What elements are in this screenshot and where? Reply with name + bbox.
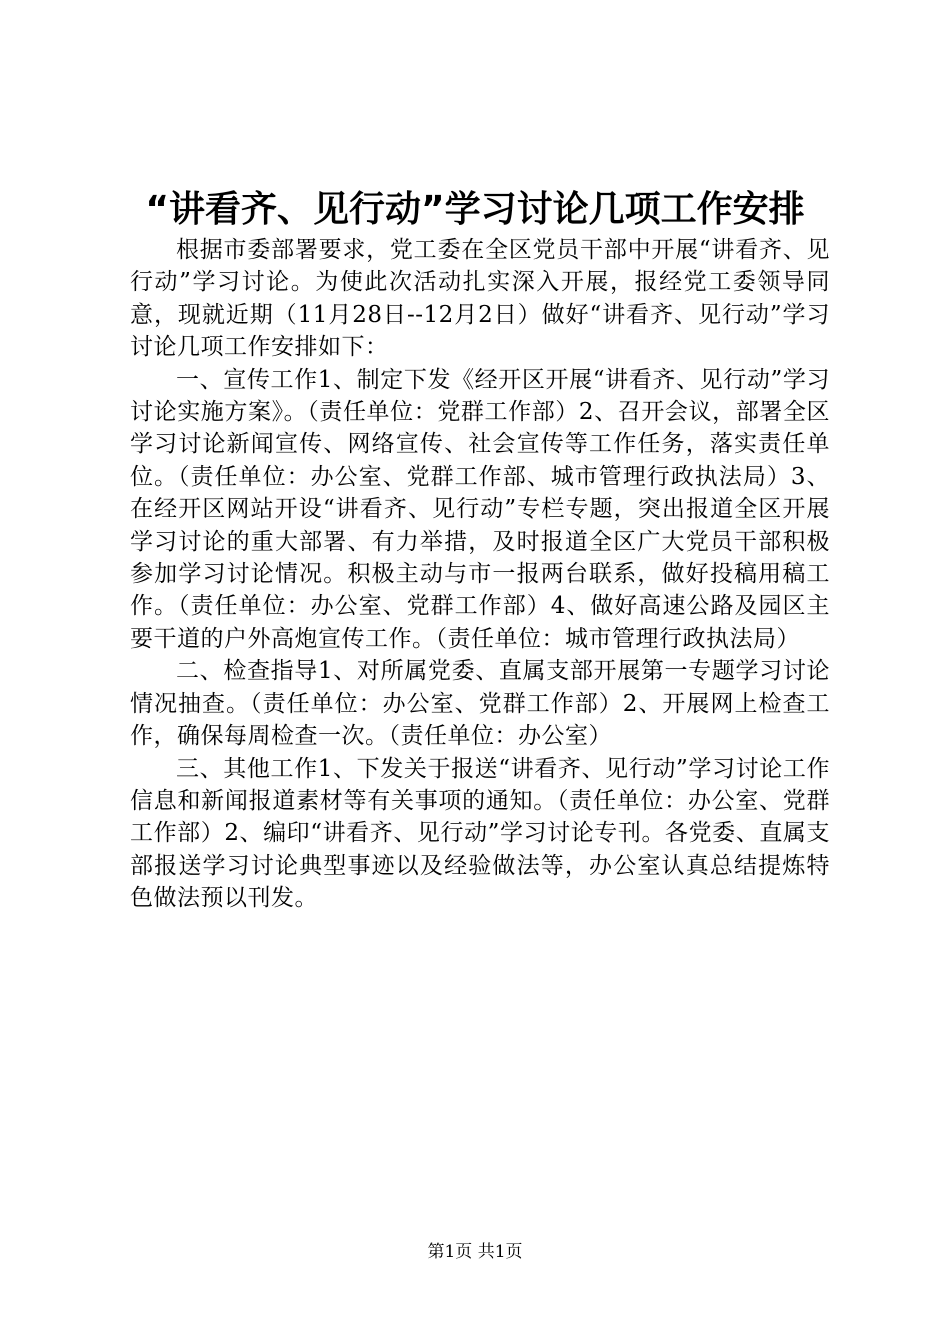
page-number-footer: 第1页 共1页 (427, 1242, 523, 1262)
paragraph-intro: 根据市委部署要求，党工委在全区党员干部中开展“讲看齐、见行动”学习讨论。为使此次活动扎实深入开展，报经党工委领导同意，现就近期（11月28日--12月2日）做好“讲看齐、见行动”学习讨论几项工作安排如下： (130, 237, 830, 361)
document-body (130, 234, 830, 915)
paragraph-inspection-guidance: 二、检查指导1、对所属党委、直属支部开展第一专题学习讨论情况抽查。（责任单位：办公室、党群工作部）2、开展网上检查工作，确保每周检查一次。（责任单位：办公室） (130, 658, 830, 750)
document-title: “讲看齐、见行动”学习讨论几项工作安排 (145, 189, 805, 230)
paragraph-publicity-work: 一、宣传工作1、制定下发《经开区开展“讲看齐、见行动”学习讨论实施方案》。（责任单位：党群工作部）2、召开会议，部署全区学习讨论新闻宣传、网络宣传、社会宣传等工作任务，落实责任单位。（责任单位：办公室、党群工作部、城市管理行政执法局）3、在经开区网站开设“讲看齐、见行动”专栏专题，突出报道全区开展学习讨论的重大部署、有力举措，及时报道全区广大党员干部积极参加学习讨论情况。积极主动与市一报两台联系，做好投稿用稿工作。（责任单位：办公室、党群工作部）4、做好高速公路及园区主要干道的户外高炮宣传工作。（责任单位：城市管理行政执法局） (130, 366, 830, 652)
paragraph-other-work: 三、其他工作1、下发关于报送“讲看齐、见行动”学习讨论工作信息和新闻报道素材等有关事项的通知。（责任单位：办公室、党群工作部）2、编印“讲看齐、见行动”学习讨论专刊。各党委、直属支部报送学习讨论典型事迹以及经验做法等，办公室认真总结提炼特色做法预以刊发。 (130, 755, 830, 912)
